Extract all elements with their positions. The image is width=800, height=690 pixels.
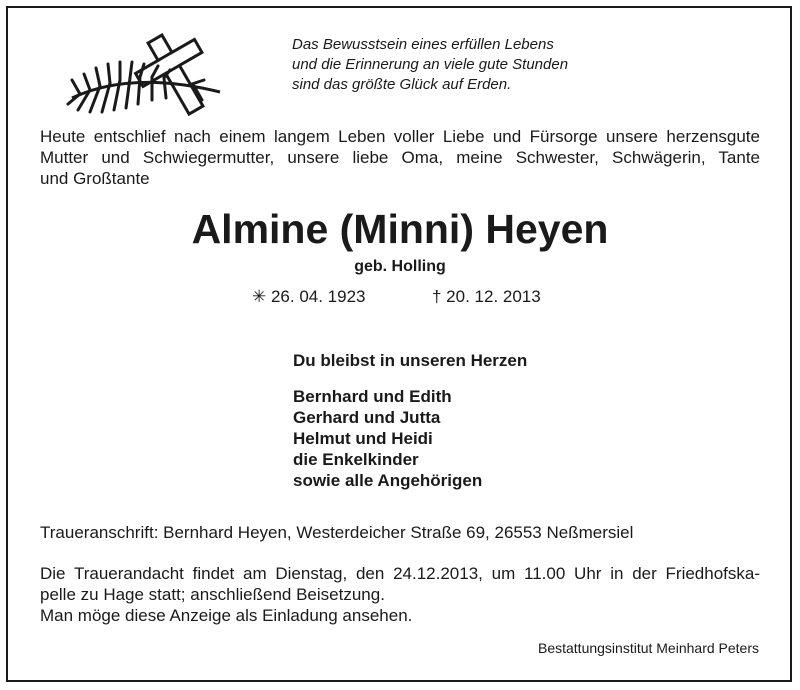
mourning-address: Traueranschrift: Bernhard Heyen, Westerdeicher Straße 69, 26553 Neßmersiel	[40, 523, 634, 542]
service-info	[40, 563, 760, 626]
mourner-item: Bernhard und Edith	[293, 387, 452, 406]
quote-line: sind das größte Glück auf Erden.	[292, 76, 512, 93]
service-line: Man möge diese Anzeige als Einladung ansehen.	[40, 606, 413, 625]
birth-date: ✳ 26. 04. 1923	[252, 287, 366, 306]
intro-text	[40, 126, 760, 189]
quote-line: und die Erinnerung an viele gute Stunden	[292, 56, 569, 73]
undertaker-name: Bestattungsinstitut Meinhard Peters	[537, 640, 759, 656]
death-date: † 20. 12. 2013	[432, 287, 541, 306]
intro-line: und Großtante	[40, 169, 150, 188]
quote-line: Das Bewusstsein eines erfüllen Lebens	[292, 36, 554, 53]
deceased-name: Almine (Minni) Heyen	[191, 206, 609, 252]
quote-block	[292, 35, 568, 95]
life-dates	[252, 286, 541, 307]
maiden-name: geb. Holling	[354, 258, 446, 275]
intro-line: Heute entschlief nach einem langem Leben voller Liebe und Fürsorge unsere herzensgute	[40, 127, 760, 146]
cross-with-palm-branch-icon	[62, 20, 232, 120]
service-line: pelle zu Hage statt; anschließend Beisetzung.	[40, 585, 385, 604]
mourner-item: die Enkelkinder	[293, 450, 419, 469]
mourner-item: sowie alle Angehörigen	[293, 471, 483, 490]
intro-line: Mutter und Schwiegermutter, unsere liebe Oma, meine Schwester, Schwägerin, Tante	[40, 148, 760, 167]
mourner-item: Helmut und Heidi	[293, 429, 433, 448]
mourner-item: Gerhard und Jutta	[293, 408, 441, 427]
service-line: Die Trauerandacht findet am Dienstag, den 24.12.2013, um 11.00 Uhr in der Friedhofska-	[40, 564, 760, 583]
mourners-list	[293, 386, 482, 491]
heart-line: Du bleibst in unseren Herzen	[293, 351, 528, 370]
